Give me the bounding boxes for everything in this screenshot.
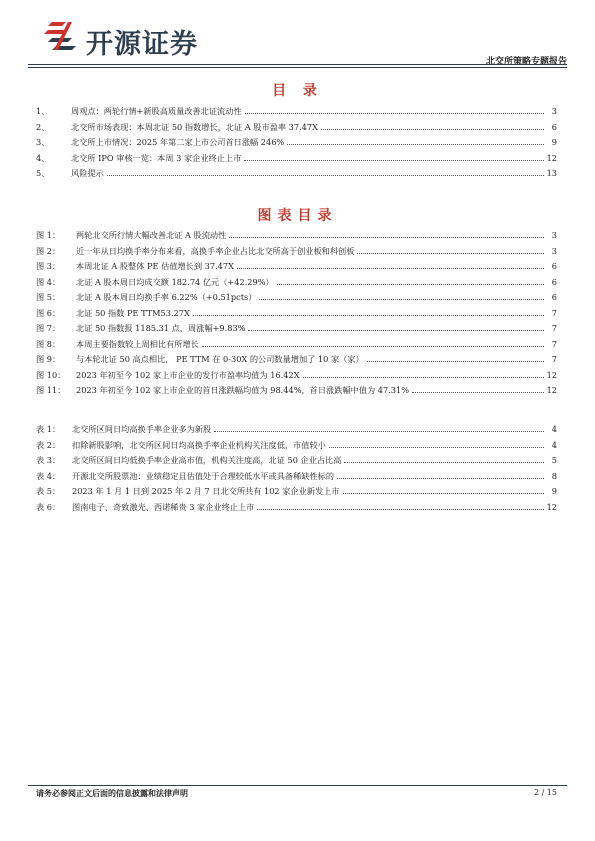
page-number: 2 / 15 <box>533 788 557 797</box>
figure-item-text: 2023 年初至今 102 家上市企业的首日涨跌幅均值为 98.44%，首日涨跌幅中值为 47.31% <box>76 385 409 395</box>
toc-item-text: 北交所市场表现：本周北证 50 指数增长，北证 A 股市盈率 37.47X <box>71 121 318 132</box>
dot-leader <box>287 143 544 145</box>
toc-list <box>36 106 557 184</box>
toc-item-page: 12 <box>546 152 557 163</box>
dot-leader <box>412 391 544 393</box>
dot-leader <box>193 314 544 316</box>
figure-item-text: 本周主要指数较上周相比有所增长 <box>76 338 199 349</box>
dot-leader <box>277 283 544 285</box>
figure-item-page: 3 <box>551 245 557 256</box>
report-type: 北交所策略专题报告 <box>485 57 567 67</box>
table-item-text: 图南电子、奇致激光、西诺稀贵 3 家企业终止上市 <box>72 501 255 512</box>
figure-item[interactable] <box>36 230 557 246</box>
toc-item[interactable] <box>36 153 557 169</box>
dot-leader <box>367 360 544 362</box>
page-footer <box>36 788 557 799</box>
company-logo <box>42 20 242 60</box>
toc-item-page: 3 <box>551 106 557 116</box>
figure-item-number: 图 9： <box>36 354 61 364</box>
table-item-number: 表 3： <box>36 455 61 465</box>
figure-item[interactable] <box>36 277 557 293</box>
figure-item[interactable] <box>36 339 557 355</box>
logo-mark-icon <box>42 20 82 54</box>
toc-item-page: 6 <box>551 121 557 132</box>
dot-leader <box>329 446 544 448</box>
figure-item-number: 图 10： <box>36 369 66 380</box>
toc-item[interactable] <box>36 137 557 153</box>
toc-title: 目 录 <box>272 83 323 99</box>
table-item[interactable] <box>36 440 557 456</box>
figure-item-page: 7 <box>551 307 557 318</box>
table-item[interactable] <box>36 502 557 518</box>
table-item-number: 表 4： <box>36 470 61 481</box>
figure-item[interactable] <box>36 261 557 277</box>
toc-item-number: 5、 <box>36 168 50 178</box>
figure-item[interactable] <box>36 308 557 324</box>
dot-leader <box>344 461 544 463</box>
figure-item-page: 3 <box>551 230 557 240</box>
dot-leader <box>357 252 544 254</box>
table-item-page: 4 <box>551 439 557 450</box>
table-item-page: 12 <box>546 501 557 512</box>
table-item-page: 9 <box>551 486 557 496</box>
dot-leader <box>257 508 543 510</box>
table-item-text: 北交所区间日均低换手率企业高市值，机构关注度高，北证 50 企业占比高 <box>72 455 342 465</box>
table-item-text: 北交所区间日均高换手率企业多为新股 <box>72 424 212 434</box>
dot-leader <box>245 112 544 114</box>
toc-item-number: 2、 <box>36 121 50 132</box>
figure-item-text: 北证 50 指数 PE TTM53.27X <box>76 307 190 318</box>
header-divider <box>28 64 567 65</box>
dot-leader <box>343 492 544 494</box>
figure-item-number: 图 2： <box>36 245 61 256</box>
table-item[interactable] <box>36 424 557 440</box>
legal-disclaimer: 请务必参阅正文后面的信息披露和法律声明 <box>36 789 188 798</box>
figure-item[interactable] <box>36 323 557 339</box>
dot-leader <box>303 376 544 378</box>
figure-item-page: 6 <box>551 276 557 287</box>
dot-leader <box>337 477 544 479</box>
table-item-number: 表 2： <box>36 439 61 450</box>
table-list <box>36 424 557 517</box>
dot-leader <box>214 430 544 432</box>
toc-item[interactable] <box>36 168 557 184</box>
figure-item-page: 12 <box>546 385 557 395</box>
figure-item-number: 图 6： <box>36 307 61 318</box>
dot-leader <box>202 345 544 347</box>
figure-item-text: 北证 A 股本周日均成交额 182.74 亿元（+42.29%） <box>76 276 274 287</box>
toc-item-number: 1、 <box>36 106 50 116</box>
figure-item[interactable] <box>36 385 557 401</box>
table-item-page: 5 <box>551 455 557 465</box>
figure-item-text: 与本轮北证 50 高点相比， PE TTM 在 0-30X 的公司数量增加了 10 家（家） <box>76 354 364 364</box>
toc-item-number: 4、 <box>36 152 50 163</box>
figure-item-page: 7 <box>551 323 557 333</box>
table-item-text: 开源北交所股票池：业绩稳定且估值处于合理较低水平或具备稀缺性标的 <box>72 470 335 481</box>
figure-item-number: 图 5： <box>36 292 61 302</box>
dot-leader <box>244 159 543 161</box>
footer-divider <box>28 785 567 786</box>
table-item-number: 表 5： <box>36 486 61 496</box>
figure-item-text: 北证 A 股本周日均换手率 6.22%（+0.51pcts） <box>76 292 257 302</box>
figure-item[interactable] <box>36 292 557 308</box>
brand-name: 开源证券 <box>86 29 198 60</box>
toc-item-text: 北交所 IPO 审核一览：本周 3 家企业终止上市 <box>71 152 242 163</box>
figure-item-number: 图 8： <box>36 338 61 349</box>
table-item-number: 表 6： <box>36 501 61 512</box>
figure-item-page: 12 <box>546 369 557 380</box>
toc-item-number: 3、 <box>36 137 50 147</box>
figure-item-number: 图 1： <box>36 230 61 240</box>
figure-list <box>36 230 557 401</box>
table-item[interactable] <box>36 471 557 487</box>
dot-leader <box>237 267 544 269</box>
figure-item-number: 图 4： <box>36 276 61 287</box>
dot-leader <box>259 298 544 300</box>
page-header <box>28 12 567 67</box>
toc-item-page: 9 <box>551 137 557 147</box>
figure-item-page: 7 <box>551 338 557 349</box>
table-item-text: 2023 年 1 月 1 日到 2025 年 2 月 7 日北交所共有 102 家企业新发上市 <box>72 486 340 496</box>
dot-leader <box>321 128 544 130</box>
dot-leader <box>229 236 544 238</box>
table-item-page: 4 <box>551 424 557 434</box>
figure-item-page: 6 <box>551 261 557 271</box>
figure-item-number: 图 7： <box>36 323 61 333</box>
table-item[interactable] <box>36 455 557 471</box>
dot-leader <box>107 174 544 176</box>
figure-item[interactable] <box>36 370 557 386</box>
figure-item-text: 2023 年初至今 102 家上市企业的发行市盈率均值为 16.42X <box>76 369 300 380</box>
figure-item-page: 6 <box>551 292 557 302</box>
figure-item-text: 北证 50 指数报 1185.31 点，周涨幅+9.83% <box>76 323 246 333</box>
toc-item-text: 北交所上市情况：2025 年第二家上市公司首日涨幅 246% <box>71 137 285 147</box>
toc-item[interactable] <box>36 106 557 122</box>
toc-item[interactable] <box>36 122 557 138</box>
figure-item-text: 两轮北交所行情大幅改善北证 A 股流动性 <box>76 230 227 240</box>
toc-item-page: 13 <box>546 168 557 178</box>
figure-item-number: 图 3： <box>36 261 61 271</box>
toc-item-text: 周观点：两轮行情+新股高质量改善北证流动性 <box>71 106 242 116</box>
figure-item-number: 图 11： <box>36 385 66 395</box>
figures-title: 图表目录 <box>257 208 338 224</box>
figure-item-page: 7 <box>551 354 557 364</box>
header-divider-thin <box>28 67 567 68</box>
table-item-number: 表 1： <box>36 424 61 434</box>
toc-item-text: 风险提示 <box>71 168 104 178</box>
table-item[interactable] <box>36 486 557 502</box>
table-item-page: 8 <box>551 470 557 481</box>
figure-item[interactable] <box>36 354 557 370</box>
table-item-text: 扣除新股影响，北交所区间日均高换手率企业机构关注度低，市值较小 <box>72 439 326 450</box>
figure-item-text: 本周北证 A 股整体 PE 估值增长到 37.47X <box>76 261 234 271</box>
figure-item-text: 近一年从日均换手率分布来看，高换手率企业占比北交所高于创业板和科创板 <box>76 245 355 256</box>
dot-leader <box>248 329 544 331</box>
figure-item[interactable] <box>36 246 557 262</box>
